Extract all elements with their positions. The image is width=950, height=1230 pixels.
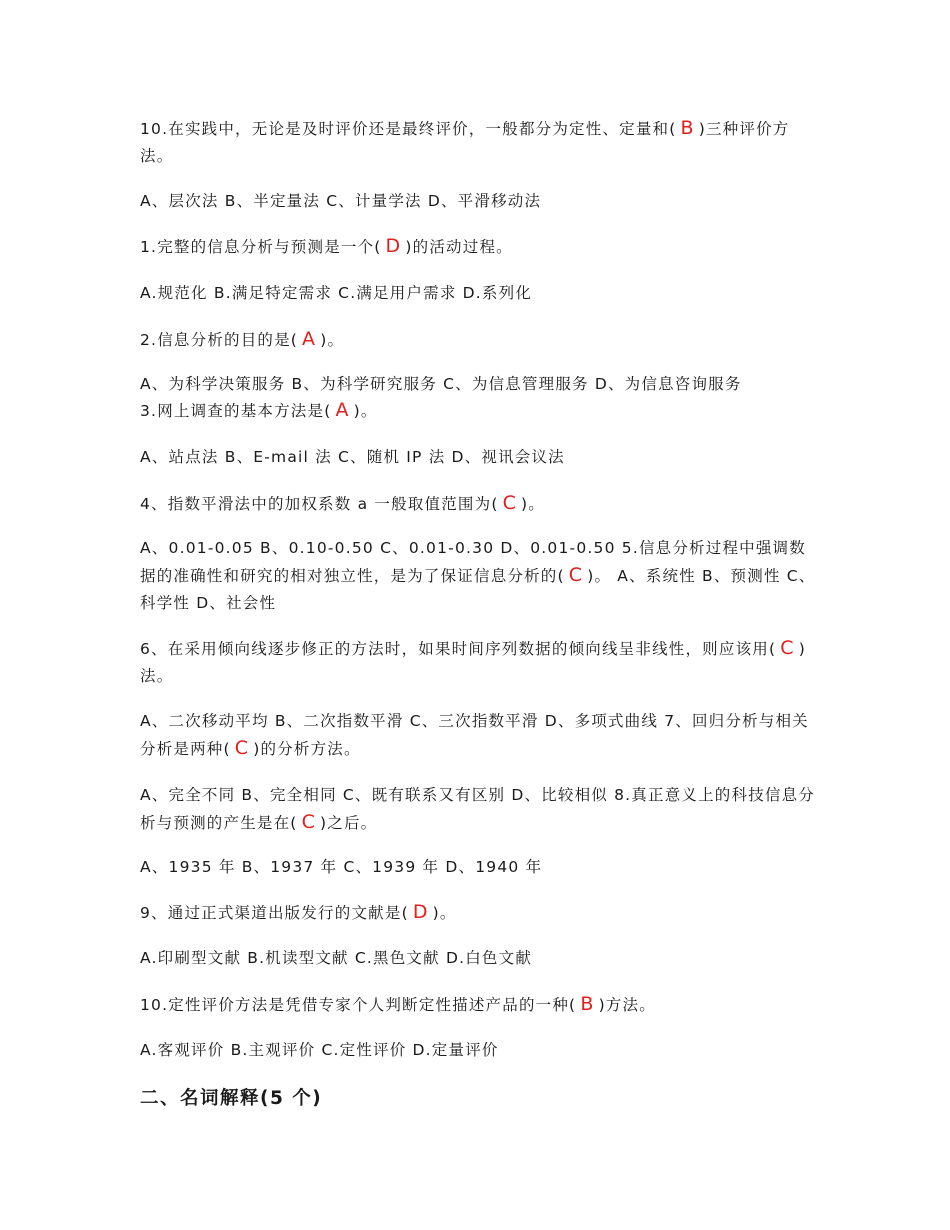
- answer-mark: C: [780, 637, 795, 659]
- section-heading: 二、名词解释(5 个): [140, 1088, 323, 1109]
- question-text-end: )。: [521, 495, 545, 513]
- question-text-end: )的活动过程。: [405, 238, 513, 256]
- answer-mark: C: [568, 564, 584, 586]
- options-7-question-8: [140, 782, 820, 837]
- question-text: 9、通过正式渠道出版发行的文献是(: [140, 904, 409, 922]
- answer-mark: B: [580, 993, 595, 1015]
- options-text: A.客观评价 B.主观评价 C.定性评价 D.定量评价: [140, 1041, 499, 1059]
- options-6-question-7: [140, 708, 820, 763]
- question-3: [140, 397, 820, 425]
- question-2: [140, 326, 820, 354]
- question-6: [140, 635, 820, 690]
- options-3: [140, 444, 820, 471]
- answer-mark: C: [502, 492, 518, 514]
- question-text: A、二次移动平均 B、二次指数平滑 C、三次指数平滑 D、多项式曲线 7、回归分析与相关分析是两种(: [140, 712, 809, 758]
- question-1: [140, 233, 820, 261]
- options-text: A.规范化 B.满足特定需求 C.满足用户需求 D.系列化: [140, 284, 533, 302]
- question-text: 6、在采用倾向线逐步修正的方法时，如果时间序列数据的倾向线呈非线性，则应该用(: [140, 640, 777, 658]
- question-text: A、完全不同 B、完全相同 C、既有联系又有区别 D、比较相似 8.真正意义上的科技信息分析与预测的产生是在(: [140, 786, 815, 832]
- question-text-end: )之后。: [320, 814, 378, 832]
- question-text: 1.完整的信息分析与预测是一个(: [140, 238, 382, 256]
- question-text: 10.定性评价方法是凭借专家个人判断定性描述产品的一种(: [140, 996, 577, 1014]
- question-10-evaluation: [140, 115, 820, 170]
- question-text: 10.在实践中，无论是及时评价还是最终评价，一般都分为定性、定量和(: [140, 120, 677, 138]
- answer-mark: D: [385, 235, 402, 257]
- question-text-end: )。: [353, 402, 378, 420]
- options-4-question-5: [140, 535, 820, 617]
- question-9: [140, 899, 820, 927]
- options-8: [140, 854, 820, 881]
- question-text-end: )的分析方法。: [253, 740, 361, 758]
- question-text-end: )。 A、系统性 B、预测性 C、科学性 D、社会性: [140, 567, 816, 612]
- answer-mark: A: [335, 399, 350, 421]
- answer-mark: C: [301, 811, 317, 833]
- options-text: A、为科学决策服务 B、为科学研究服务 C、为信息管理服务 D、为信息咨询服务: [140, 375, 742, 393]
- question-text-end: )法。: [140, 640, 806, 685]
- question-text: 2.信息分析的目的是(: [140, 331, 299, 349]
- answer-mark: A: [302, 328, 317, 350]
- question-text: A、0.01-0.05 B、0.10-0.50 C、0.01-0.30 D、0.01-0.50 5.信息分析过程中强调数据的准确性和研究的相对独立性，是为了保证信息分析的(: [140, 539, 806, 585]
- options-text: A、层次法 B、半定量法 C、计量学法 D、平滑移动法: [140, 192, 542, 210]
- options-text: A、站点法 B、E-mail 法 C、随机 IP 法 D、视讯会议法: [140, 448, 565, 466]
- options-9: [140, 945, 820, 972]
- question-text: 3.网上调查的基本方法是(: [140, 402, 332, 420]
- question-text-end: )。: [320, 331, 345, 349]
- question-text-end: )方法。: [598, 996, 656, 1014]
- question-text-end: )三种评价方法。: [140, 120, 790, 165]
- question-text-end: )。: [432, 904, 457, 922]
- options-text: A.印刷型文献 B.机读型文献 C.黑色文献 D.白色文献: [140, 949, 533, 967]
- options-10: [140, 188, 820, 215]
- question-4: [140, 490, 820, 518]
- options-2: [140, 371, 820, 398]
- answer-mark: B: [680, 117, 695, 139]
- answer-mark: D: [412, 901, 429, 923]
- question-10-qualitative: [140, 991, 820, 1019]
- options-10-qualitative: [140, 1037, 820, 1064]
- options-1: [140, 280, 820, 307]
- options-text: A、1935 年 B、1937 年 C、1939 年 D、1940 年: [140, 858, 543, 876]
- answer-mark: C: [234, 737, 250, 759]
- question-text: 4、指数平滑法中的加权系数 a 一般取值范围为(: [140, 495, 499, 513]
